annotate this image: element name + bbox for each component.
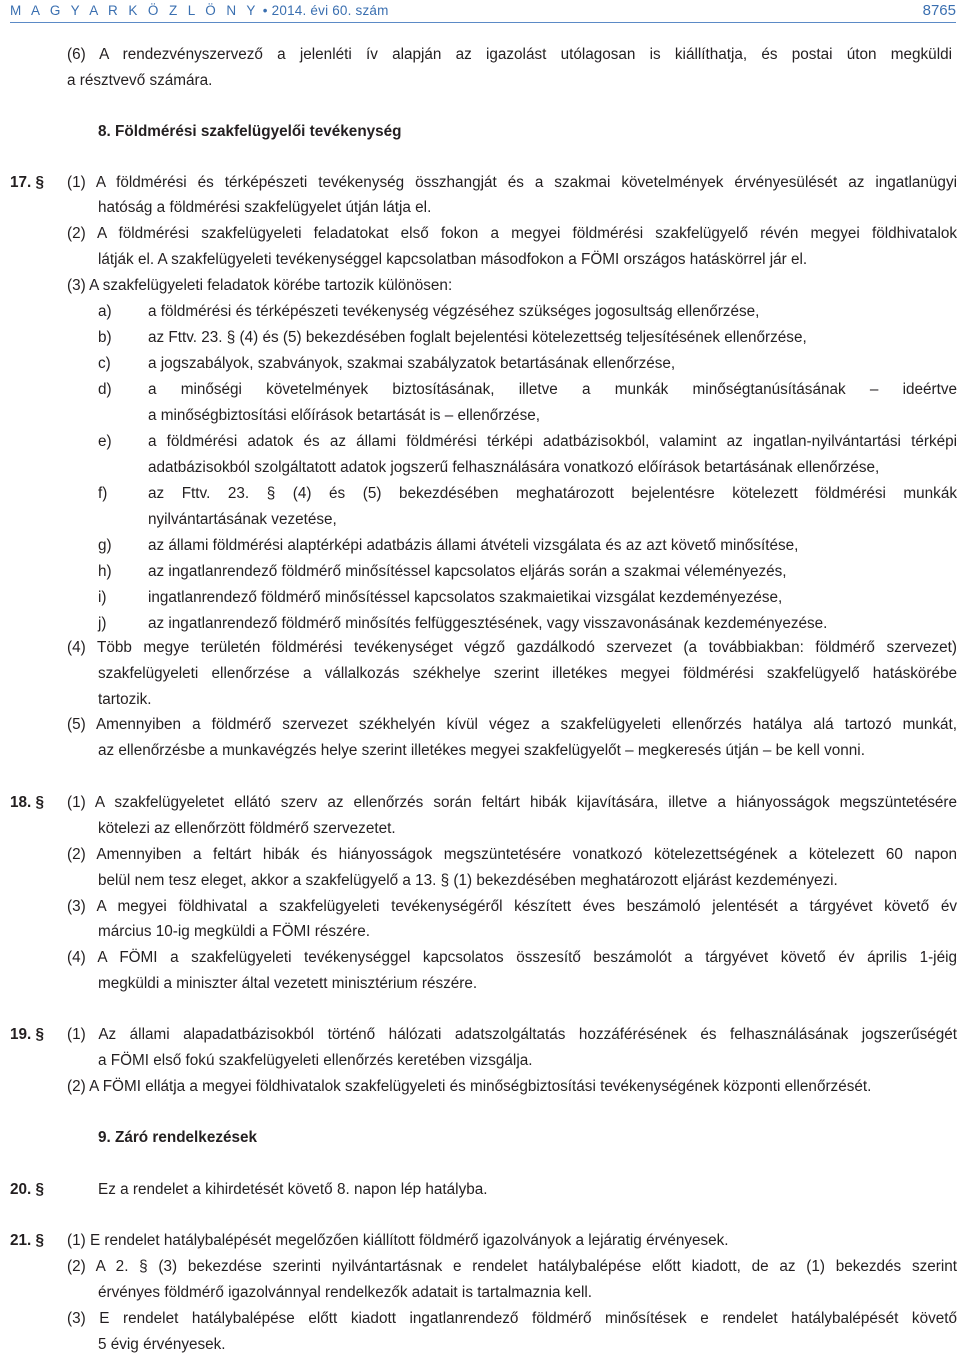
text-line: a jogszabályok, szabványok, szakmai szabályzatok betartásának ellenőrzése, [148, 355, 676, 372]
text-line: szakfelügyeleti ellenőrzése a vállalkozás székhelye szerint illetékes megyei földmérési szakfelügyelő hatáskörébe [98, 665, 957, 682]
text-line: a földmérési és térképészeti tevékenység végzéséhez szükséges jogosultság ellenőrzése, [148, 303, 760, 320]
text-line: hatóság a földmérési szakfelügyelet útján látja el. [98, 199, 432, 216]
text-line: (1) A földmérési és térképészeti tevékenység összhangját és a szakmai követelmények érvényesülését az ingatlanügyi [67, 174, 957, 191]
text-line: az ingatlanrendező földmérő minősítéssel kapcsolatos eljárás során a szakmai véleményezés, [148, 563, 787, 580]
text-line: (4) Több megye területén földmérési tevékenységet végző gazdálkodó szervezet (a továbbiakban: földmérő szervezet) [67, 639, 957, 656]
bold-heading-line: 21. § [10, 1232, 45, 1249]
text-line: a résztvevő számára. [67, 72, 213, 89]
text-line: d) [98, 381, 112, 398]
header-separator: • [262, 3, 268, 18]
text-line: az Fttv. 23. § (4) és (5) bekezdésében meghatározott bejelentésre kötelezett földmérési munkák [148, 485, 957, 502]
text-line: (2) A földmérési szakfelügyeleti feladatokat első fokon a megyei földmérési szakfelügyelő révén megyei földhivatalok [67, 225, 957, 242]
text-line: kötelezi az ellenőrzött földmérő szervezetet. [98, 820, 396, 837]
text-line: (1) E rendelet hatálybalépését megelőzően kiállított földmérő igazolványok a lejáratig érvényesek. [67, 1232, 729, 1249]
text-line: j) [98, 615, 107, 632]
text-line: az ingatlanrendező földmérő minősítés felfüggesztésének, vagy visszavonásának kezdeményezése. [148, 615, 828, 632]
text-line: az ellenőrzésbe a munkavégzés helye szerint illetékes megyei szakfelügyelőt – megkeresés útján – be kell vonni. [98, 742, 865, 759]
text-line: a FÖMI első fokú szakfelügyeleti ellenőrzés keretében vizsgálja. [98, 1052, 533, 1069]
text-line: i) [98, 589, 107, 606]
text-line: (3) E rendelet hatálybalépése előtt kiadott ingatlanrendező földmérő minősítések e rendelet hatálybalépését követő [67, 1310, 957, 1327]
text-line: (5) Amennyiben a földmérő szervezet székhelyén kívül végez a szakfelügyeleti ellenőrzés hatálya alá tartozó munkát, [67, 716, 957, 733]
text-line: 5 évig érvényesek. [98, 1336, 226, 1353]
bold-heading-line: 17. § [10, 174, 45, 191]
text-line: látják el. A szakfelügyeleti tevékenységgel kapcsolatban másodfokon a FÖMI országos hatáskörrel jár el. [98, 251, 808, 268]
text-line: (6) A rendezvényszervező a jelenléti ív alapján az igazolást utólagosan is kiállíthatja, és postai úton megküldi [67, 46, 952, 63]
issue-label: 2014. évi 60. szám [271, 3, 389, 18]
text-line: adatbázisokból szolgáltatott adatok jogszerű felhasználására vonatkozó előírások betartásának ellenőrzése, [148, 459, 880, 476]
text-line: a földmérési adatok és az állami földmérési térképi adatbázisokból, valamint az ingatlan-nyilvántartási térképi [148, 433, 957, 450]
text-line: a minőségi követelmények biztosításának, illetve a munkák minőségtanúsításának – ideértve [148, 381, 957, 398]
text-line: (2) A FÖMI ellátja a megyei földhivatalok szakfelügyeleti és minőségbiztosítási tevékenységének központi ellenőrzését. [67, 1078, 872, 1095]
text-line: (1) A szakfelügyeletet ellátó szerv az ellenőrzés során feltárt hibák kijavítására, illetve a hiányosságok megszüntetésére [67, 794, 957, 811]
bold-heading-line: 18. § [10, 794, 45, 811]
text-line: március 10-ig megküldi a FÖMI részére. [98, 923, 371, 940]
text-line: b) [98, 329, 112, 346]
text-line: (3) A szakfelügyeleti feladatok körébe tartozik különösen: [67, 277, 453, 294]
text-line: (2) A 2. § (3) bekezdése szerinti nyilvántartásnak e rendelet hatálybalépése előtt kiadott, de az (1) bekezdés szerint [67, 1258, 957, 1275]
bold-heading-line: 19. § [10, 1026, 45, 1043]
text-line: e) [98, 433, 112, 450]
text-line: a) [98, 303, 112, 320]
text-line: ingatlanrendező földmérő minősítéssel kapcsolatos szakmaietikai vizsgálat kezdeményezése, [148, 589, 783, 606]
text-line: (2) Amennyiben a feltárt hibák és hiányosságok megszüntetésére vonatkozó kötelezettségének a kötelezett 60 napon [67, 846, 957, 863]
text-line: belül nem tesz eleget, akkor a szakfelügyelő a 13. § (1) bekezdésében meghatározott eljárást kezdeményezi. [98, 872, 838, 889]
text-line: nyilvántartásának vezetése, [148, 511, 337, 528]
text-line: tartozik. [98, 691, 152, 708]
text-line: c) [98, 355, 111, 372]
text-line: h) [98, 563, 112, 580]
text-line: g) [98, 537, 112, 554]
bold-heading-line: 9. Záró rendelkezések [98, 1129, 258, 1146]
text-line: megküldi a miniszter által vezetett minisztérium részére. [98, 975, 478, 992]
journal-header [10, 3, 389, 18]
text-line: (1) Az állami alapadatbázisokból történő hálózati adatszolgáltatás hozzáférésének és felhasználásának jogszerűségét [67, 1026, 957, 1043]
bold-heading-line: 20. § [10, 1181, 45, 1198]
page-number: 8765 [922, 2, 956, 19]
text-line: az Fttv. 23. § (4) és (5) bekezdésében foglalt bejelentési kötelezettség teljesítésének ellenőrzése, [148, 329, 807, 346]
text-line: Ez a rendelet a kihirdetését követő 8. napon lép hatályba. [98, 1181, 488, 1198]
text-line: érvényes földmérő igazolvánnyal rendelkezők adatait is tartalmaznia kell. [98, 1284, 593, 1301]
bold-heading-line: 8. Földmérési szakfelügyelői tevékenység [98, 123, 402, 140]
journal-title: M A G Y A R K Ö Z L Ö N Y [10, 3, 259, 18]
text-line: a minőségbiztosítási előírások betartását is – ellenőrzése, [148, 407, 540, 424]
text-line: az állami földmérési alaptérképi adatbázis állami átvételi vizsgálata és az azt követő minősítése, [148, 537, 799, 554]
text-line: (4) A FÖMI a szakfelügyeleti tevékenységgel kapcsolatos összesítő beszámolót a tárgyévet követő év április 1-jéig [67, 949, 957, 966]
text-line: (3) A megyei földhivatal a szakfelügyeleti tevékenységéről készített éves beszámoló jelentését a tárgyévet követő év [67, 898, 957, 915]
page-header [10, 0, 956, 23]
text-line: f) [98, 485, 108, 502]
